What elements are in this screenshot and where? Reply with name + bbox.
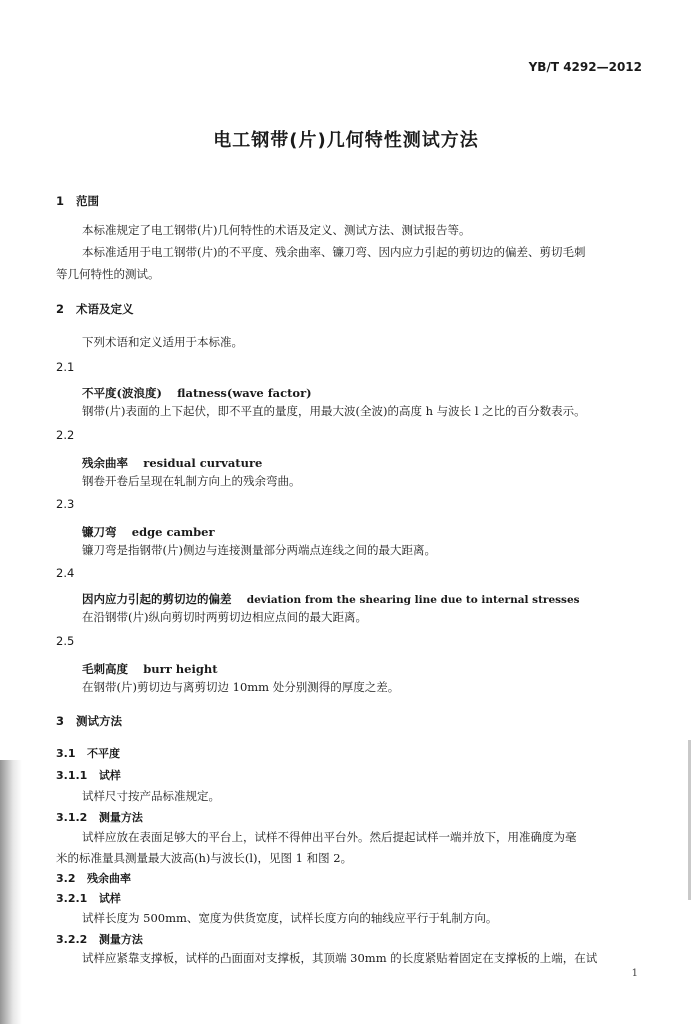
term-cn: 残余曲率 — [82, 456, 128, 470]
section-1-heading — [56, 193, 99, 209]
section-1-para-1: 本标准规定了电工钢带(片)几何特性的术语及定义、测试方法、测试报告等。 — [82, 223, 471, 237]
term-definition: 在钢带(片)剪切边与离剪切边 10mm 处分别测得的厚度之差。 — [82, 680, 400, 694]
subsection-title: 测量方法 — [98, 933, 143, 946]
page-number: 1 — [631, 968, 638, 979]
subsection-title: 测量方法 — [98, 811, 143, 824]
subsection-title: 试样 — [98, 769, 121, 782]
term-en: residual curvature — [143, 456, 263, 470]
term-definition: 在沿钢带(片)纵向剪切时两剪切边相应点间的最大距离。 — [82, 610, 367, 624]
subsection-3-1-2-line-2: 米的标准量具测量最大波高(h)与波长(l)，见图 1 和图 2。 — [56, 851, 353, 865]
term-cn: 不平度(波浪度) — [82, 386, 162, 400]
subsection-number: 3.2.2 — [56, 933, 88, 946]
term-definition: 钢带(片)表面的上下起伏，即不平直的量度，用最大波(全波)的高度 h 与波长 l 之比的百分数表示。 — [82, 404, 586, 418]
scan-edge-shadow — [0, 760, 22, 1024]
section-1-para-2-line-1: 本标准适用于电工钢带(片)的不平度、残余曲率、镰刀弯、因内应力引起的剪切边的偏差、剪切毛刺 — [82, 245, 586, 259]
term-en: burr height — [143, 662, 218, 676]
subsection-number: 3.2 — [56, 872, 76, 885]
term-heading — [82, 382, 312, 401]
subsection-3-2-1-heading — [56, 890, 121, 906]
term-number: 2.4 — [56, 566, 75, 580]
subsection-3-1-1-text: 试样尺寸按产品标准规定。 — [82, 789, 220, 803]
subsection-3-1-2-heading — [56, 809, 143, 825]
term-definition: 钢卷开卷后呈现在轧制方向上的残余弯曲。 — [82, 474, 301, 488]
term-number: 2.1 — [56, 360, 75, 374]
section-2-heading — [56, 301, 134, 317]
term-number: 2.2 — [56, 428, 75, 442]
term-heading — [82, 588, 580, 607]
term-cn: 镰刀弯 — [82, 525, 117, 539]
subsection-3-2-2-heading — [56, 931, 143, 947]
term-en: deviation from the shearing line due to internal stresses — [246, 594, 580, 606]
section-title: 术语及定义 — [76, 302, 134, 316]
term-number: 2.3 — [56, 497, 75, 511]
section-3-heading — [56, 713, 122, 729]
term-en: edge camber — [131, 525, 215, 539]
section-number: 2 — [56, 302, 65, 316]
term-heading — [82, 452, 262, 471]
subsection-3-1-heading — [56, 745, 120, 761]
subsection-3-2-heading — [56, 870, 131, 886]
section-title: 范围 — [76, 194, 100, 208]
term-definition: 镰刀弯是指钢带(片)侧边与连接测量部分两端点连线之间的最大距离。 — [82, 543, 436, 557]
standard-code: YB/T 4292—2012 — [528, 60, 642, 74]
section-1-para-2-line-2: 等几何特性的测试。 — [56, 267, 160, 281]
section-number: 1 — [56, 194, 65, 208]
subsection-title: 残余曲率 — [87, 872, 131, 885]
scan-edge-mark — [688, 740, 691, 900]
term-number: 2.5 — [56, 634, 75, 648]
section-2-intro: 下列术语和定义适用于本标准。 — [82, 335, 243, 349]
subsection-number: 3.1 — [56, 747, 76, 760]
subsection-title: 不平度 — [87, 747, 120, 760]
term-cn: 毛刺高度 — [82, 662, 128, 676]
subsection-3-1-1-heading — [56, 767, 121, 783]
subsection-3-2-1-text: 试样长度为 500mm、宽度为供货宽度，试样长度方向的轴线应平行于轧制方向。 — [82, 911, 498, 925]
subsection-3-2-2-line-1: 试样应紧靠支撑板，试样的凸面面对支撑板，其顶端 30mm 的长度紧贴着固定在支撑板的上端，在试 — [82, 951, 598, 965]
document-title: 电工钢带(片)几何特性测试方法 — [213, 130, 479, 151]
subsection-number: 3.1.1 — [56, 769, 88, 782]
term-en: flatness(wave factor) — [177, 386, 312, 400]
section-number: 3 — [56, 714, 65, 728]
subsection-number: 3.2.1 — [56, 892, 88, 905]
term-cn: 因内应力引起的剪切边的偏差 — [82, 592, 232, 606]
subsection-number: 3.1.2 — [56, 811, 88, 824]
subsection-3-1-2-line-1: 试样应放在表面足够大的平台上，试样不得伸出平台外。然后提起试样一端并放下，用准确度为毫 — [82, 830, 577, 844]
term-heading — [82, 521, 215, 540]
term-heading — [82, 658, 218, 677]
section-title: 测试方法 — [76, 714, 123, 728]
subsection-title: 试样 — [98, 892, 121, 905]
